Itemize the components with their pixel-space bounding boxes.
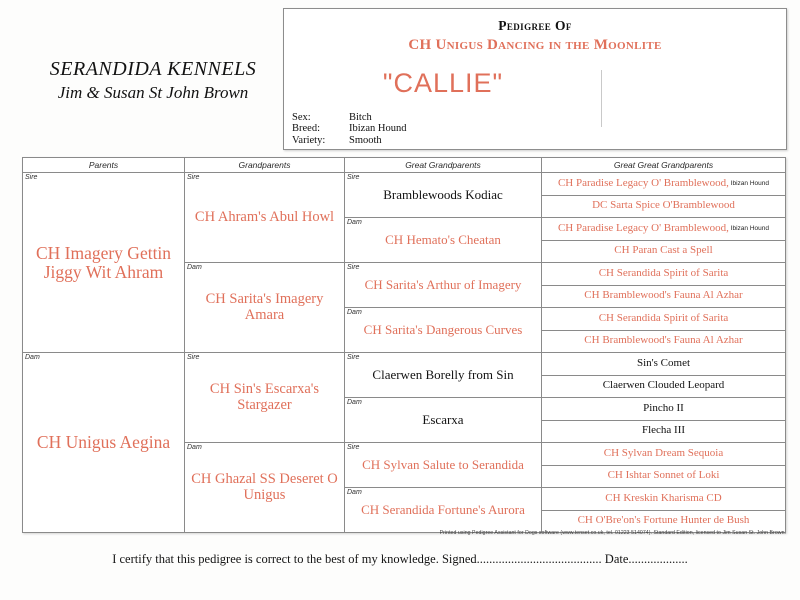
- pedigree-cell[interactable]: [345, 263, 541, 308]
- pedigree-cell[interactable]: [542, 241, 785, 264]
- pedigree-cell[interactable]: [542, 421, 785, 444]
- cell-role-label: Sire: [25, 174, 38, 181]
- dog-name: CH Ishtar Sonnet of Loki: [607, 469, 720, 482]
- dog-name: CH Kreskin Kharisma CD: [605, 491, 722, 504]
- column-header-great-great-grandparents: Great Great Grandparents: [613, 160, 714, 170]
- pedigree-cell[interactable]: [542, 488, 785, 511]
- dog-name: CH Sarita's Arthur of Imagery: [364, 276, 522, 292]
- cell-role-label: Dam: [347, 399, 362, 406]
- dog-name: CH Unigus Aegina: [36, 432, 171, 453]
- dog-name: Sin's Comet: [636, 356, 691, 369]
- pedigree-table: [22, 157, 786, 533]
- pedigree-cell[interactable]: [185, 263, 344, 353]
- cell-role-label: Dam: [187, 264, 202, 271]
- dog-name: Pincho II: [643, 401, 684, 414]
- column-great-grandparents: [345, 173, 542, 532]
- pedigree-cell[interactable]: [542, 263, 785, 286]
- breed-suffix: Ibizan Hound: [728, 224, 770, 232]
- dog-name: CH Sylvan Salute to Serandida: [362, 456, 524, 472]
- cell-role-label: Sire: [347, 444, 360, 451]
- pedigree-cell[interactable]: [345, 353, 541, 398]
- pedigree-cell[interactable]: [345, 488, 541, 532]
- dog-name: CH Sylvan Dream Sequoia: [603, 446, 724, 459]
- header-vertical-divider: [601, 70, 602, 127]
- column-header-grandparents: Grandparents: [185, 158, 345, 172]
- pedigree-cell[interactable]: [542, 286, 785, 309]
- pedigree-cell[interactable]: [542, 353, 785, 376]
- dog-name: DC Sarta Spice O'Bramblewood: [592, 199, 735, 212]
- column-great-great-grandparents: [542, 173, 785, 532]
- dog-name: Claerwen Borelly from Sin: [372, 366, 514, 382]
- dog-name: CH Bramblewood's Fauna Al Azhar: [584, 334, 743, 347]
- pedigree-cell[interactable]: [345, 173, 541, 218]
- dog-name: CH Paradise Legacy O' Bramblewood, Ibizan Hound: [557, 221, 770, 234]
- dog-name: CH Bramblewood's Fauna Al Azhar: [584, 289, 743, 302]
- pedigree-cell[interactable]: [345, 398, 541, 443]
- cell-role-label: Dam: [347, 489, 362, 496]
- pedigree-cell[interactable]: [23, 353, 184, 532]
- dog-fact-label: Breed:: [292, 123, 320, 134]
- dog-fact-row: [292, 112, 406, 124]
- dog-name: Bramblewoods Kodiac: [383, 186, 503, 202]
- print-credit: Printed using Pedigree Assistant for Dogs software (www.tenset.co.uk, tel. 01223 514074). Standard Edition, licensed to Jim Susan St. John Brown.: [439, 530, 786, 536]
- dog-name: Claerwen Clouded Leopard: [602, 379, 725, 392]
- dog-name: CH Sin's Escarxa's Stargazer: [209, 380, 320, 413]
- pedigree-cell[interactable]: [542, 196, 785, 219]
- dog-fact-label: Sex:: [292, 111, 311, 123]
- pedigree-cell[interactable]: [542, 308, 785, 331]
- pedigree-cell[interactable]: [23, 173, 184, 353]
- cell-role-label: Sire: [187, 354, 200, 361]
- pedigree-cell[interactable]: [542, 398, 785, 421]
- cell-role-label: Sire: [347, 174, 360, 181]
- pedigree-cell[interactable]: [542, 466, 785, 489]
- dog-name: CH Hemato's Cheatan: [385, 231, 501, 247]
- cell-role-label: Dam: [25, 354, 40, 361]
- dog-facts-list: [292, 112, 406, 147]
- breed-suffix: Ibizan Hound: [728, 179, 770, 187]
- dog-name: Flecha III: [641, 424, 686, 437]
- column-header-parents: Parents: [23, 158, 185, 172]
- dog-name: Escarxa: [422, 411, 464, 427]
- cell-role-label: Dam: [187, 444, 202, 451]
- dog-name: CH Paran Cast a Spell: [614, 244, 713, 257]
- dog-fact-value: Ibizan Hound: [349, 123, 407, 134]
- kennel-name: SERANDIDA KENNELS: [49, 58, 257, 80]
- call-name: "CALLIE": [382, 68, 504, 98]
- column-header-great-grandparents: Great Grandparents: [345, 158, 542, 172]
- dog-name: CH Serandida Spirit of Sarita: [598, 311, 729, 324]
- dog-fact-row: [292, 123, 406, 135]
- pedigree-cell[interactable]: [185, 353, 344, 443]
- dog-fact-label: Variety:: [292, 134, 326, 146]
- dog-name: CH Serandida Spirit of Sarita: [598, 266, 729, 279]
- dog-fact-row: [292, 135, 406, 147]
- pedigree-cell[interactable]: [542, 376, 785, 399]
- dog-name: CH Ghazal SS Deseret O Unigus: [191, 470, 338, 503]
- cell-role-label: Sire: [347, 264, 360, 271]
- pedigree-cell[interactable]: [542, 511, 785, 533]
- cell-role-label: Dam: [347, 309, 362, 316]
- cell-role-label: Sire: [347, 354, 360, 361]
- pedigree-header-box: [283, 8, 787, 150]
- pedigree-cell[interactable]: [345, 308, 541, 353]
- dog-name: CH Imagery Gettin Jiggy Wit Ahram: [35, 242, 172, 282]
- pedigree-cell[interactable]: [542, 218, 785, 241]
- pedigree-cell[interactable]: [345, 218, 541, 263]
- pedigree-cell[interactable]: [185, 443, 344, 532]
- cell-role-label: Dam: [347, 219, 362, 226]
- dog-fact-value: Bitch: [349, 111, 372, 123]
- dog-name: CH O'Bre'on's Fortune Hunter de Bush: [577, 514, 750, 527]
- dog-name: CH Sarita's Dangerous Curves: [363, 321, 523, 337]
- dog-name: CH Paradise Legacy O' Bramblewood, Ibizan Hound: [557, 176, 770, 189]
- pedigree-cell[interactable]: [185, 173, 344, 263]
- pedigree-grid-body: [23, 173, 785, 532]
- dog-name: CH Serandida Fortune's Aurora: [361, 501, 525, 517]
- registered-name: CH Unigus Dancing in the Moonlite: [408, 37, 662, 53]
- pedigree-cell[interactable]: [542, 173, 785, 196]
- pedigree-cell[interactable]: [345, 443, 541, 488]
- cell-role-label: Sire: [187, 174, 200, 181]
- dog-name: CH Ahram's Abul Howl: [194, 208, 335, 225]
- dog-fact-value: Smooth: [349, 134, 382, 146]
- pedigree-of-label: Pedigree Of: [498, 18, 572, 33]
- column-grandparents: [185, 173, 345, 532]
- column-parents: [23, 173, 185, 532]
- dog-name: CH Sarita's Imagery Amara: [205, 290, 324, 323]
- kennel-owners: Jim & Susan St John Brown: [57, 83, 249, 102]
- pedigree-cell[interactable]: [542, 443, 785, 466]
- certification-line: I certify that this pedigree is correct to the best of my knowledge. Signed........................................ Date...................: [112, 552, 688, 566]
- kennel-block: [28, 58, 278, 103]
- pedigree-cell[interactable]: [542, 331, 785, 354]
- column-header-row: [23, 158, 785, 173]
